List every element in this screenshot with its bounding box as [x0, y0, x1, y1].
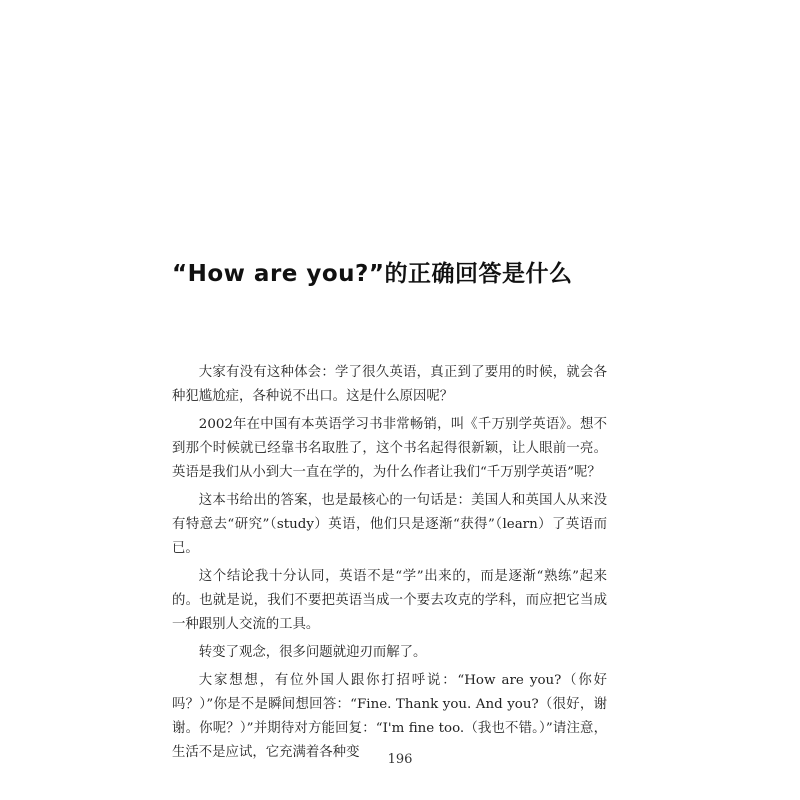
- paragraph: 2002年在中国有本英语学习书非常畅销，叫《千万别学英语》。想不到那个时候就已经靠书名取胜了，这个书名起得很新颖，让人眼前一亮。英语是我们从小到大一直在学的，为什么作者让我们“千万别学英语”呢？: [172, 417, 607, 480]
- paragraph: 大家有没有这种体会：学了很久英语，真正到了要用的时候，就会各种犯尴尬症，各种说不出口。这是什么原因呢？: [172, 365, 607, 404]
- paragraph: 这本书给出的答案，也是最核心的一句话是：美国人和英国人从来没有特意去“研究”（study）英语，他们只是逐渐“获得”（learn）了英语而已。: [172, 493, 607, 556]
- body-text: [172, 361, 607, 769]
- paragraph: 这个结论我十分认同，英语不是“学”出来的，而是逐渐“熟练”起来的。也就是说，我们不要把英语当成一个要去攻克的学科，而应把它当成一种跟别人交流的工具。: [172, 569, 607, 632]
- paragraph: 转变了观念，很多问题就迎刃而解了。: [198, 645, 427, 660]
- paragraph: 大家想想，有位外国人跟你打招呼说：“How are you?（你好吗？）”你是不是瞬间想回答：“Fine. Thank you. And you?（很好，谢谢。你呢？）”并期待对方能回复：“I'm fine too.（我也不错。）”请注意，生活不是应试，它充满着各种变: [172, 673, 607, 760]
- page-number: 196: [387, 752, 413, 767]
- chapter-title: “How are you?”的正确回答是什么: [172, 261, 573, 287]
